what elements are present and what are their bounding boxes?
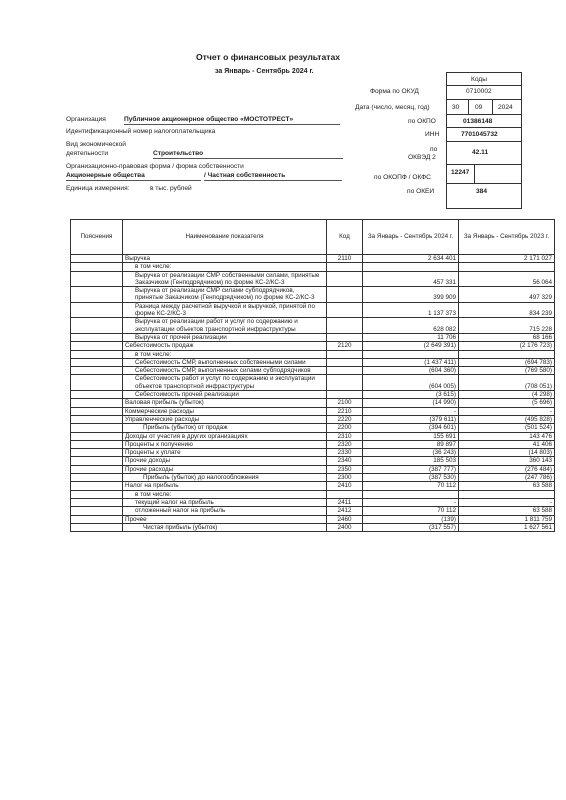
okud-value: 0710002 [466,88,492,95]
cell-previous: 1 627 561 [459,523,555,531]
cell-notes [71,523,123,531]
cell-name: Прочие доходы [123,457,327,465]
cell-previous: 1 811 759 [459,515,555,523]
table-row [71,350,555,358]
codes-line [446,114,521,115]
cell-current: (604 005) [363,375,459,391]
cell-previous: 715 228 [459,318,555,334]
table-row [71,263,555,271]
col-cur-header: За Январь - Сентябрь 2024 г. [363,220,459,255]
cell-code [327,367,363,375]
cell-code: 2300 [327,474,363,482]
date-year: 2024 [498,104,513,111]
cell-current: 89 897 [363,440,459,448]
cell-code: 2110 [327,255,363,263]
cell-previous: 497 329 [459,287,555,303]
cell-name: Налог на прибыль [123,482,327,490]
cell-current: 11 706 [363,333,459,341]
cell-notes [71,482,123,490]
ownership-value: / Частная собственность [204,172,342,181]
cell-previous: 143 476 [459,432,555,440]
cell-previous [459,490,555,498]
cell-current: - [363,498,459,506]
cell-name: в том числе: [123,350,327,358]
table-row [71,465,555,473]
cell-name: Прочее [123,515,327,523]
cell-current: (394 601) [363,424,459,432]
cell-code: 2120 [327,342,363,350]
cell-code: 2310 [327,432,363,440]
legal-form-value: Акционерные общества [66,172,201,181]
cell-name: Выручка [123,255,327,263]
cell-notes [71,465,123,473]
cell-name: в том числе: [123,263,327,271]
cell-code [327,490,363,498]
table-row [71,449,555,457]
cell-name: Прочие расходы [123,465,327,473]
cell-current: 70 112 [363,507,459,515]
activity-value: Строительство [153,150,343,159]
cell-name: Чистая прибыль (убыток) [123,523,327,531]
cell-code [327,358,363,366]
cell-current: 70 112 [363,482,459,490]
cell-code: 2340 [327,457,363,465]
cell-notes [71,432,123,440]
table-row [71,333,555,341]
cell-current [363,350,459,358]
cell-previous: 56 064 [459,271,555,287]
okei-value: 384 [476,188,488,195]
cell-previous: (2 176 723) [459,342,555,350]
cell-notes [71,457,123,465]
cell-name: Выручка от реализации работ и услуг по содержанию и эксплуатации объектов транспортной инфраструктуры [123,318,327,334]
cell-previous [459,263,555,271]
cell-notes [71,302,123,318]
cell-current: (387 777) [363,465,459,473]
cell-current: 399 909 [363,287,459,303]
table-row [71,457,555,465]
cell-code: 2400 [327,523,363,531]
cell-notes [71,271,123,287]
cell-name: Прибыль (убыток) от продаж [123,424,327,432]
codes-divider [446,85,521,86]
table-row [71,342,555,350]
cell-name: Выручка от прочей реализации [123,333,327,341]
cell-code: 2350 [327,465,363,473]
table-row [71,523,555,531]
cell-previous: (769 580) [459,367,555,375]
cell-notes [71,318,123,334]
cell-previous: 63 588 [459,482,555,490]
cell-name: Себестоимость работ и услуг по содержанию и эксплуатации объектов транспортной инфраструктуры [123,375,327,391]
table-row [71,507,555,515]
cell-current: (3 615) [363,391,459,399]
financial-results-table [70,219,555,532]
cell-current: 457 331 [363,271,459,287]
table-row [71,255,555,263]
cell-notes [71,440,123,448]
cell-previous: 2 171 027 [459,255,555,263]
cell-name: Валовая прибыль (убыток) [123,399,327,407]
cell-current: (14 990) [363,399,459,407]
cell-current [363,263,459,271]
cell-current: (604 360) [363,367,459,375]
cell-current: (387 530) [363,474,459,482]
cell-code [327,318,363,334]
cell-name: Выручка от реализации СМР собственными силами, принятые Заказчиком (Генподрядчиком) по форме КС-2/КС-3 [123,271,327,287]
cell-previous: - [459,498,555,506]
inn-label: ИНН [425,131,440,138]
cell-notes [71,255,123,263]
cell-notes [71,358,123,366]
cell-previous: 63 588 [459,507,555,515]
report-title: Отчет о финансовых результатах [196,52,341,62]
okved-value: 42.11 [472,149,489,156]
cell-code [327,333,363,341]
cell-code: 2220 [327,415,363,423]
inn-row-label: Идентификационный номер налогоплательщика [66,128,216,135]
cell-notes [71,263,123,271]
cell-code: 2411 [327,498,363,506]
cell-code: 2200 [327,424,363,432]
okopf-label: по ОКОПФ / ОКФС [374,174,431,181]
cell-current: 1 137 373 [363,302,459,318]
date-divider-2 [492,99,493,114]
cell-previous: (5 696) [459,399,555,407]
cell-notes [71,498,123,506]
cell-notes [71,375,123,391]
okpo-value: 01386148 [463,118,493,125]
col-prev-header: За Январь - Сентябрь 2023 г. [459,220,555,255]
cell-previous: (14 803) [459,449,555,457]
table-row [71,407,555,415]
activity-label-1: Вид экономической [66,141,126,148]
table-row [71,287,555,303]
codes-label: Коды [471,76,487,83]
cell-notes [71,407,123,415]
cell-current [363,490,459,498]
date-day: 30 [452,104,460,111]
cell-code: 2330 [327,449,363,457]
cell-code [327,271,363,287]
cell-name: Доходы от участия в других организациях [123,432,327,440]
cell-current: (36 243) [363,449,459,457]
table-header-row [71,220,555,255]
cell-code [327,287,363,303]
cell-name: отложенный налог на прибыль [123,507,327,515]
codes-line [446,141,521,142]
table-row [71,515,555,523]
org-value: Публичное акционерное общество «МОСТОТРЕСТ» [124,116,340,125]
table-row [71,440,555,448]
cell-current: 185 503 [363,457,459,465]
cell-code [327,350,363,358]
cell-previous: (495 828) [459,415,555,423]
cell-previous: (501 524) [459,424,555,432]
cell-current: 155 691 [363,432,459,440]
table-row [71,271,555,287]
date-month: 09 [475,104,483,111]
cell-previous: 360 143 [459,457,555,465]
cell-notes [71,350,123,358]
cell-current: (1 437 411) [363,358,459,366]
cell-previous: - [459,407,555,415]
cell-name: Прибыль (убыток) до налогообложения [123,474,327,482]
unit-label: Единица измерения: [66,185,130,192]
cell-current: (317 557) [363,523,459,531]
col-code-header: Код [327,220,363,255]
cell-notes [71,449,123,457]
codes-line [446,164,521,165]
cell-previous [459,350,555,358]
cell-notes [71,342,123,350]
cell-code: 2100 [327,399,363,407]
cell-notes [71,287,123,303]
legal-form-label: Организационно-правовая форма / форма собственности [66,163,244,170]
unit-value: в тыс. рублей [150,185,192,192]
codes-line [446,183,521,184]
table-row [71,490,555,498]
cell-previous: (694 783) [459,358,555,366]
okud-label: Форма по ОКУД [370,88,419,95]
cell-notes [71,399,123,407]
cell-previous: (708 051) [459,375,555,391]
table-row [71,424,555,432]
cell-notes [71,474,123,482]
codes-line [446,127,521,128]
col-name-header: Наименование показателя [123,220,327,255]
cell-notes [71,333,123,341]
cell-name: в том числе: [123,490,327,498]
cell-code: 2412 [327,507,363,515]
cell-notes [71,424,123,432]
cell-previous: (247 786) [459,474,555,482]
table-row [71,415,555,423]
cell-code: 2410 [327,482,363,490]
okopf-value: 12247 [451,169,470,176]
cell-previous: 41 406 [459,440,555,448]
cell-code [327,263,363,271]
cell-current: - [363,407,459,415]
cell-notes [71,415,123,423]
cell-notes [71,490,123,498]
cell-notes [71,507,123,515]
cell-notes [71,391,123,399]
cell-code: 2210 [327,407,363,415]
cell-code [327,375,363,391]
cell-name: Выручка от реализации СМР силами субподрядчиков, принятые Заказчиком (Генподрядчиком) по форме КС-2/КС-3 [123,287,327,303]
okei-label: по ОКЕИ [407,188,435,195]
table-row [71,474,555,482]
cell-name: текущий налог на прибыль [123,498,327,506]
report-period: за Январь - Сентябрь 2024 г. [215,68,314,75]
cell-previous: (4 298) [459,391,555,399]
cell-code [327,302,363,318]
org-label: Организация [66,116,106,123]
cell-current: 2 634 401 [363,255,459,263]
date-label: Дата (число, месяц, год) [355,104,430,111]
table-row [71,367,555,375]
okved-label-2: ОКВЭД 2 [408,154,436,161]
cell-current: (379 611) [363,415,459,423]
cell-name: Проценты к получению [123,440,327,448]
table-row [71,375,555,391]
cell-current: (139) [363,515,459,523]
inn-value: 7701045732 [461,131,498,138]
cell-name: Себестоимость продаж [123,342,327,350]
cell-previous: 68 166 [459,333,555,341]
cell-name: Коммерческие расходы [123,407,327,415]
cell-name: Себестоимость прочей реализации [123,391,327,399]
cell-name: Управленческие расходы [123,415,327,423]
date-divider-1 [468,99,469,114]
table-row [71,391,555,399]
okpo-label: по ОКПО [408,118,436,125]
table-row [71,302,555,318]
cell-code: 2460 [327,515,363,523]
table-row [71,318,555,334]
table-row [71,432,555,440]
cell-previous: (276 484) [459,465,555,473]
cell-name: Себестоимость СМР, выполненных силами субподрядчиков [123,367,327,375]
table-row [71,358,555,366]
codes-line [446,99,521,100]
cell-code [327,391,363,399]
cell-name: Разница между расчетной выручкой и выручкой, принятой по форме КС-2/КС-3 [123,302,327,318]
cell-notes [71,515,123,523]
cell-code: 2320 [327,440,363,448]
table-row [71,498,555,506]
cell-current: 628 082 [363,318,459,334]
cell-previous: 834 239 [459,302,555,318]
table-row [71,399,555,407]
cell-notes [71,367,123,375]
table-row [71,482,555,490]
table-body [71,255,555,532]
cell-current: (2 649 391) [363,342,459,350]
cell-name: Проценты к уплате [123,449,327,457]
okved-label-1: по [430,146,438,153]
activity-label-2: деятельности [66,150,109,157]
okopf-divider [474,164,475,183]
col-notes-header: Пояснения [71,220,123,255]
cell-name: Себестоимость СМР, выполненных собственными силами [123,358,327,366]
